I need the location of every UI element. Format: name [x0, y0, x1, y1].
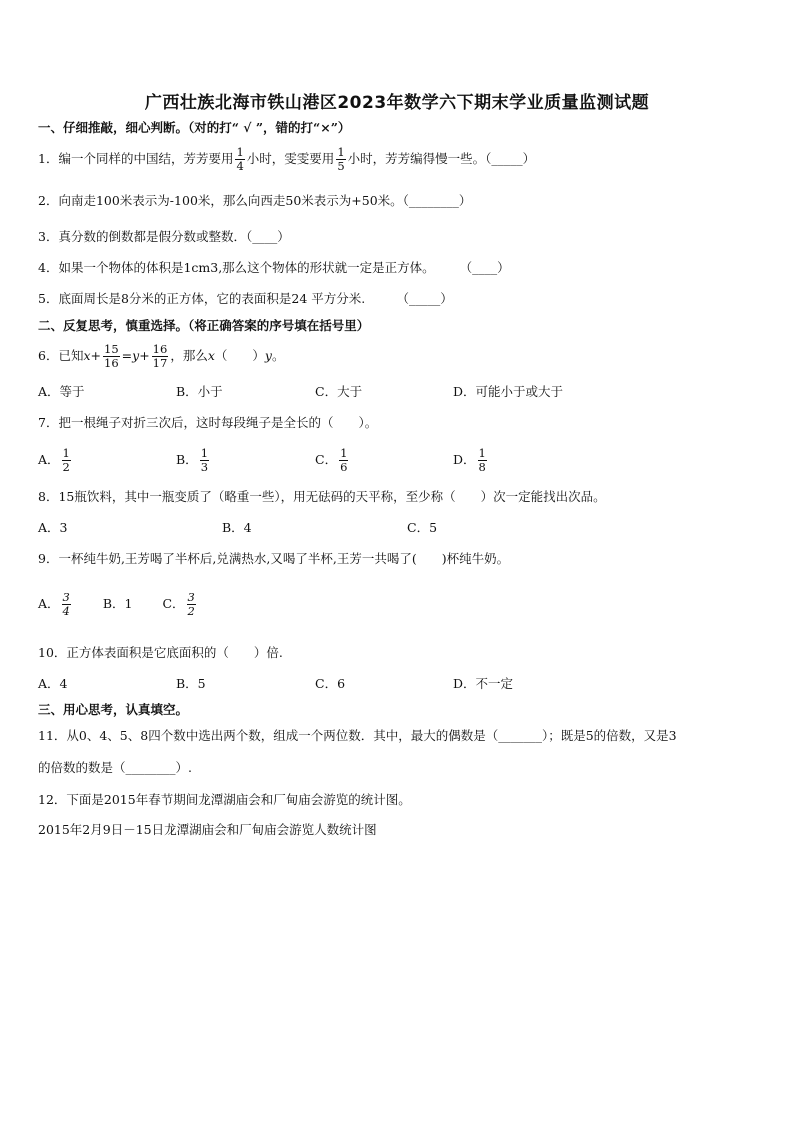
q9-options: [38, 586, 198, 622]
q8-option-a: A．3: [38, 520, 68, 535]
q1-prefix: 1．编一个同样的中国结，芳芳要用: [38, 151, 234, 166]
q6-fraction-1: $\frac{15}{16}$: [104, 342, 119, 370]
q1-fraction-1: $\frac{1}{4}$: [236, 145, 244, 173]
q1-mid: 小时，雯雯要用: [246, 151, 335, 166]
section-2-heading: 二、反复思考，慎重选择。（将正确答案的序号填在括号里）: [38, 318, 370, 333]
question-1: [38, 145, 535, 173]
q9-option-c-fraction: $\frac{3}{2}$: [187, 590, 195, 618]
question-7: 7．把一根绳子对折三次后，这时每段绳子是全长的（ ）。: [38, 415, 378, 430]
question-12: 12．下面是2015年春节期间龙潭湖庙会和厂甸庙会游览的统计图。: [38, 792, 411, 807]
question-5: 5．底面周长是8分米的正方体，它的表面积是24 平方分米. （_____）: [38, 291, 453, 306]
question-11-line-2: 的倍数的数是（________）.: [38, 760, 192, 775]
question-8: 8．15瓶饮料，其中一瓶变质了（略重一些），用无砝码的天平称，至少称（ ）次一定能找出次品。: [38, 489, 606, 504]
q6-var-x: x: [83, 348, 91, 363]
q6-option-a: A．等于: [38, 384, 85, 399]
q7-option-c: C． $\frac{1}{6}$: [315, 446, 348, 474]
question-10: 10．正方体表面积是它底面积的（ ）倍.: [38, 645, 283, 660]
question-11-line-1: 11．从0、4、5、8四个数中选出两个数，组成一个两位数．其中，最大的偶数是（_______）；既是5的倍数，又是3: [38, 728, 677, 743]
q9-option-b: B．1: [102, 596, 133, 611]
q1-suffix: 小时，芳芳编得慢一些。（_____）: [347, 151, 536, 166]
question-9: 9．一杯纯牛奶,王芳喝了半杯后,兑满热水,又喝了半杯,王芳一共喝了( )杯纯牛奶。: [38, 551, 510, 566]
q10-option-c: C．6: [315, 676, 346, 691]
q10-option-a: A．4: [38, 676, 68, 691]
q9-option-a-label: A．: [38, 596, 60, 611]
q7-option-b: B． $\frac{1}{3}$: [176, 446, 209, 474]
q8-option-b: B．4: [222, 520, 252, 535]
q6-prefix: 6．已知: [38, 348, 84, 363]
q6-fraction-2: $\frac{16}{17}$: [152, 342, 168, 370]
page-title: 广西壮族北海市铁山港区2023年数学六下期末学业质量监测试题: [144, 93, 650, 113]
section-3-heading: 三、用心思考，认真填空。: [38, 702, 189, 717]
question-4: 4．如果一个物体的体积是1cm3,那么这个物体的形状就一定是正方体。 （____）: [38, 260, 510, 275]
q10-option-b: B．5: [176, 676, 206, 691]
section-1-heading: 一、仔细推敲，细心判断。（对的打“ √ ”，错的打“×”）: [38, 120, 351, 135]
q1-fraction-2: $\frac{1}{5}$: [337, 145, 345, 173]
q6-option-c: C．大于: [315, 384, 363, 399]
q10-option-d: D．不一定: [453, 676, 514, 691]
q7-option-d: D． $\frac{1}{8}$: [453, 446, 486, 474]
chart-caption: 2015年2月9日－15日龙潭湖庙会和厂甸庙会游览人数统计图: [38, 822, 377, 837]
q8-option-c: C．5: [407, 520, 438, 535]
q6-option-d: D．可能小于或大于: [453, 384, 564, 399]
q6-var-y: y: [132, 348, 140, 363]
question-6: 6．已知x+ $\frac{15}{16}$ =y+ $\frac{16}{17}$ ，那么x（ ）y。: [38, 342, 285, 370]
q6-option-b: B．小于: [176, 384, 223, 399]
q9-option-c-label: C．: [162, 596, 185, 611]
question-3: 3．真分数的倒数都是假分数或整数．（____）: [38, 229, 290, 244]
question-2: 2．向南走100米表示为-100米，那么向西走50米表示为+50米。（________）: [38, 193, 472, 208]
q9-option-a-fraction: $\frac{3}{4}$: [62, 590, 70, 618]
q7-option-a: A． $\frac{1}{2}$: [38, 446, 70, 474]
q6-mid: ，那么: [170, 348, 208, 363]
